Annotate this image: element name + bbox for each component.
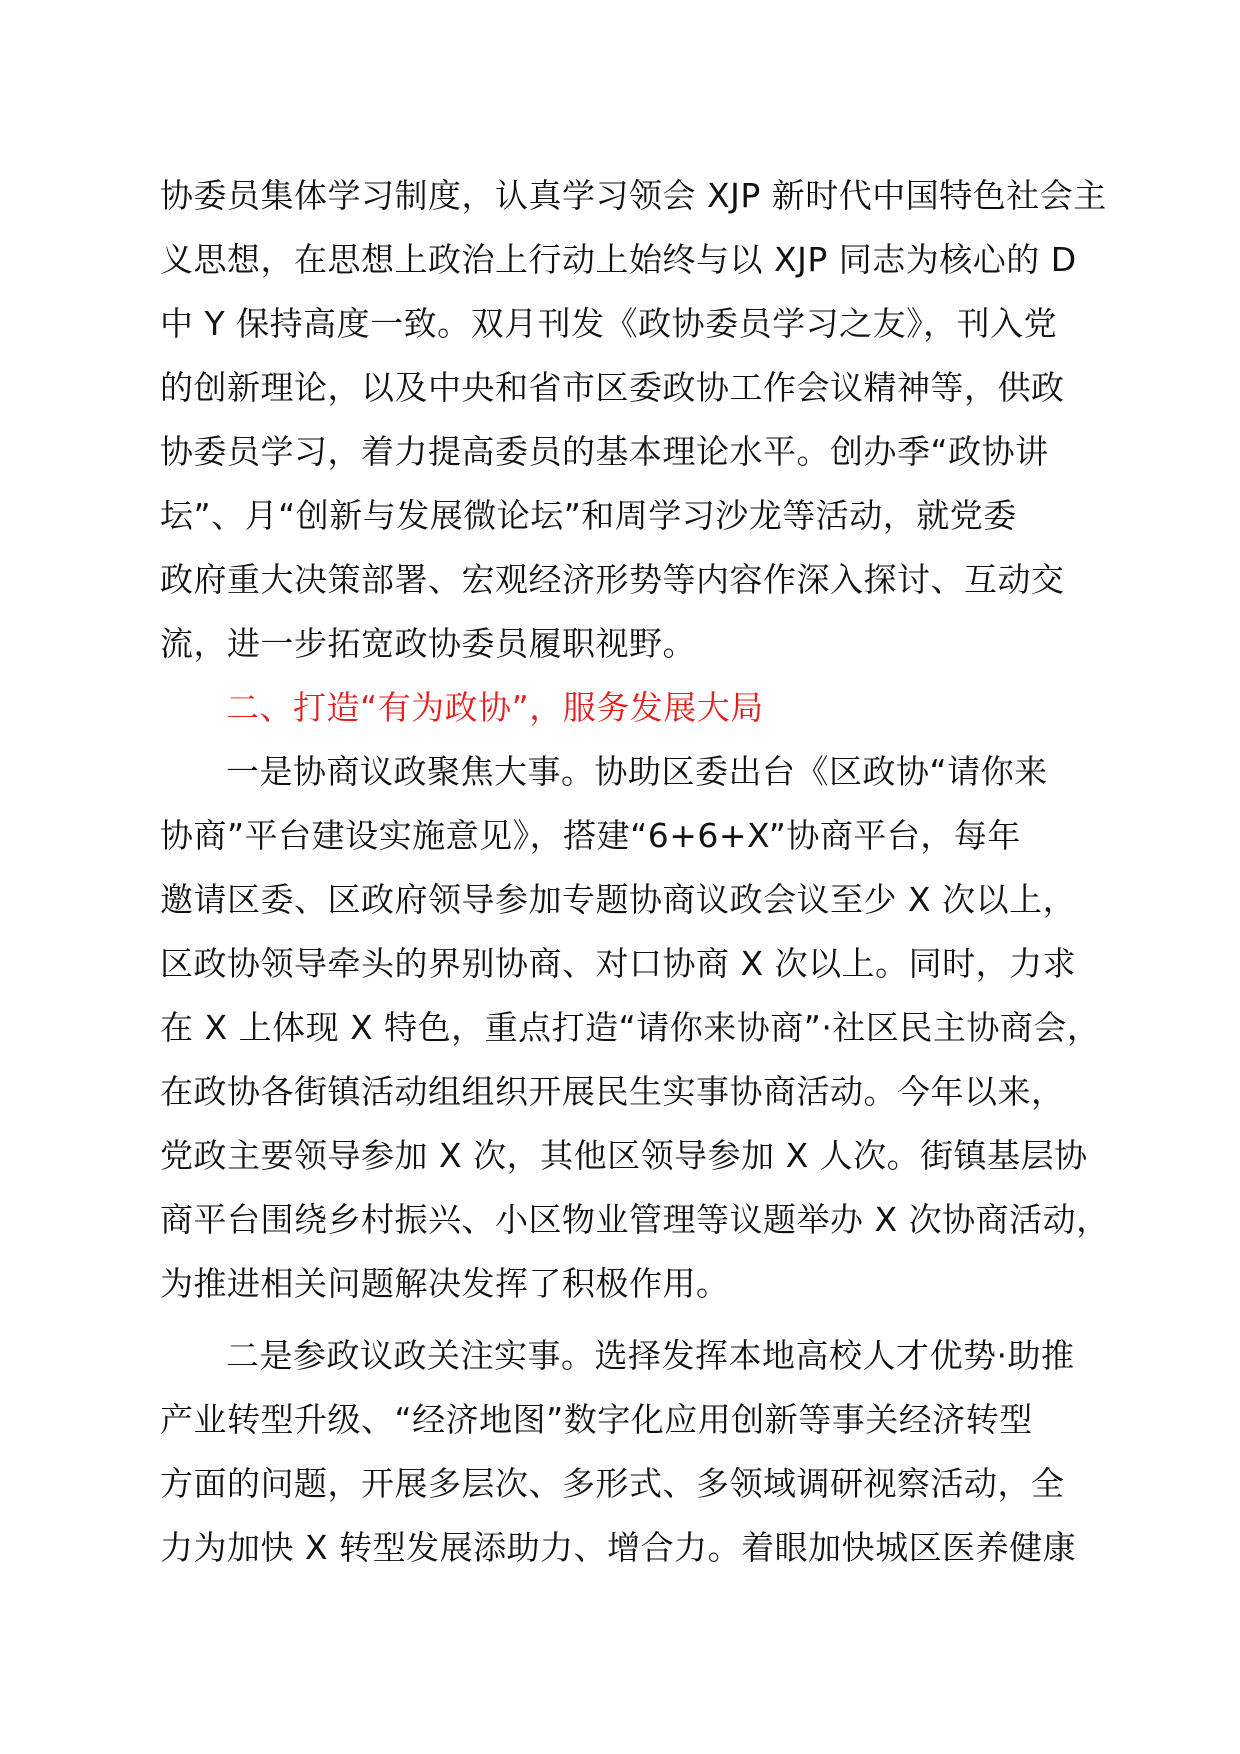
body-text-line: 为推进相关问题解决发挥了积极作用。 <box>160 1264 730 1303</box>
body-text-line: 邀请区委、区政府领导参加专题协商议政会议至少 X 次以上， <box>160 880 1077 919</box>
body-text-line: 的创新理论，以及中央和省市区委政协工作会议精神等，供政 <box>160 368 1065 407</box>
paragraph-first-line: 一是协商议政聚焦大事。协助区委出台《区政协“请你来 <box>226 752 1048 791</box>
body-text-line: 政府重大决策部署、宏观经济形势等内容作深入探讨、互动交 <box>160 560 1065 599</box>
body-text-line: 力为加快 X 转型发展添助力、增合力。着眼加快城区医养健康 <box>160 1528 1077 1567</box>
body-text-line: 协商”平台建设实施意见》，搭建“6+6+X”协商平台，每年 <box>160 816 1021 855</box>
body-text-line: 区政协领导牵头的界别协商、对口协商 X 次以上。同时，力求 <box>160 944 1077 983</box>
body-text-line: 在政协各街镇活动组组织开展民生实事协商活动。今年以来， <box>160 1072 1065 1111</box>
body-text-line: 产业转型升级、“经济地图”数字化应用创新等事关经济转型 <box>160 1400 1033 1439</box>
body-text-line: 协委员学习，着力提高委员的基本理论水平。创办季“政协讲 <box>160 432 1049 471</box>
section-heading: 二、打造“有为政协”，服务发展大局 <box>226 688 764 727</box>
body-text-line: 党政主要领导参加 X 次，其他区领导参加 X 人次。街镇基层协 <box>160 1136 1088 1175</box>
paragraph-first-line: 二是参政议政关注实事。选择发挥本地高校人才优势·助推 <box>226 1336 1075 1375</box>
body-text-line: 协委员集体学习制度，认真学习领会 XJP 新时代中国特色社会主 <box>160 176 1107 215</box>
body-text-line: 中 Y 保持高度一致。双月刊发《政协委员学习之友》，刊入党 <box>160 304 1058 343</box>
body-text-line: 商平台围绕乡村振兴、小区物业管理等议题举办 X 次协商活动， <box>160 1200 1110 1239</box>
body-text-line: 坛”、月“创新与发展微论坛”和周学习沙龙等活动，就党委 <box>160 496 1017 535</box>
body-text-line: 义思想，在思想上政治上行动上始终与以 XJP 同志为核心的 D <box>160 240 1077 279</box>
body-text-line: 方面的问题，开展多层次、多形式、多领域调研视察活动，全 <box>160 1464 1065 1503</box>
body-text-line: 在 X 上体现 X 特色，重点打造“请你来协商”·社区民主协商会， <box>160 1008 1101 1047</box>
body-text-line: 流，进一步拓宽政协委员履职视野。 <box>160 624 696 663</box>
